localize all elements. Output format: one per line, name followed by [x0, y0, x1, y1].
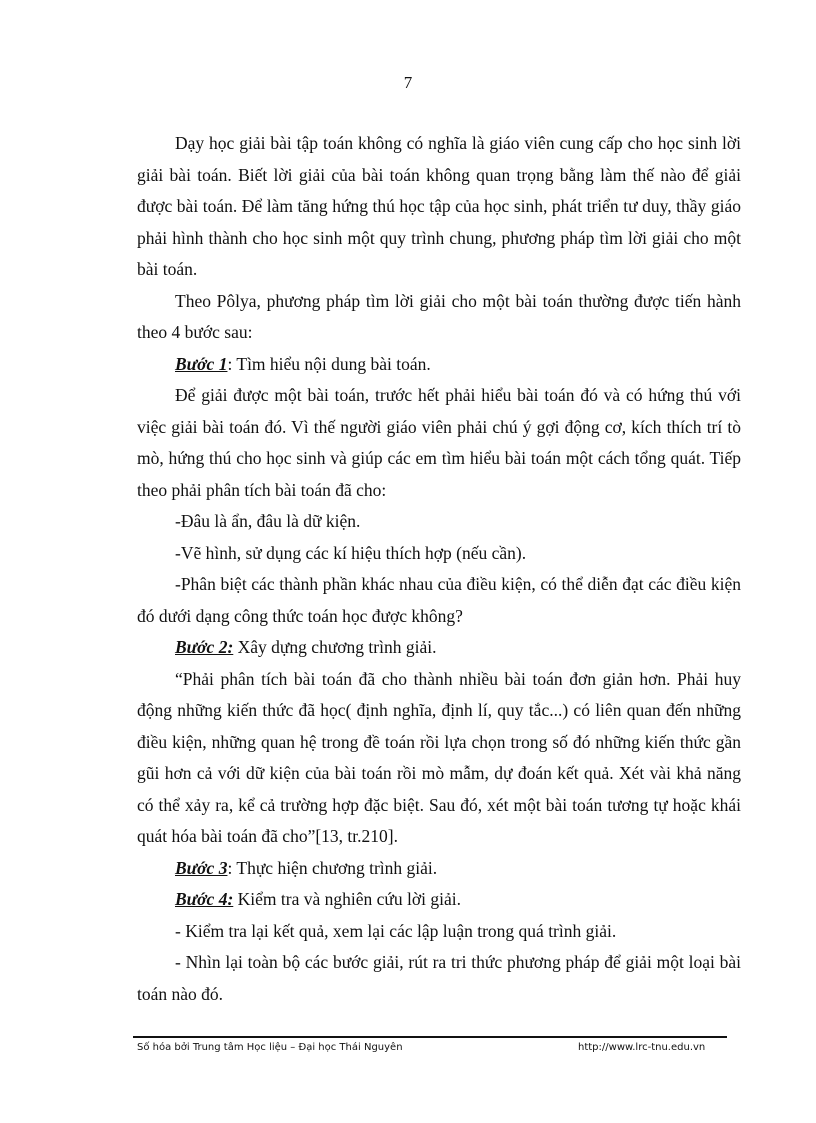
list-item: - Nhìn lại toàn bộ các bước giải, rút ra tri thức phương pháp để giải một loại bài toán nào đó. — [137, 952, 741, 1004]
step-1 — [137, 349, 741, 381]
step-4-label: Bước 4: — [175, 889, 234, 909]
step-4 — [137, 884, 741, 916]
list-item: - Kiểm tra lại kết quả, xem lại các lập luận trong quá trình giải. — [175, 920, 617, 941]
step-1-label: Bước 1 — [175, 353, 228, 374]
page-number: 7 — [403, 73, 413, 92]
footer-divider — [133, 1036, 727, 1038]
paragraph-intro: Dạy học giải bài tập toán không có nghĩa là giáo viên cung cấp cho học sinh lời giải bài toán. Biết lời giải của bài toán không quan trọng bằng làm thế nào để giải được bài toán. Để làm tăng hứng thú học tập của học sinh, phát triển tư duy, thầy giáo phải hình thành cho học sinh một quy trình chung, phương pháp tìm lời giải cho một bài toán. — [137, 133, 741, 279]
step-1-text: : Tìm hiểu nội dung bài toán. — [227, 353, 431, 374]
step-3-label: Bước 3 — [175, 857, 228, 878]
document-body — [137, 128, 741, 1010]
paragraph-step1-detail: Để giải được một bài toán, trước hết phải hiểu bài toán đó và có hứng thú với việc giải bài toán đó. Vì thế người giáo viên phải chú ý gợi động cơ, kích thích trí tò mò, hứng thú cho học sinh và giúp các em tìm hiểu bài toán một cách tổng quát. Tiếp theo phải phân tích bài toán đã cho: — [137, 385, 741, 500]
step-2 — [137, 632, 741, 664]
footer-source: Số hóa bởi Trung tâm Học liệu – Đại học Thái Nguyên — [137, 1042, 403, 1053]
step-4-text: Kiểm tra và nghiên cứu lời giải. — [233, 889, 461, 909]
paragraph-quote: “Phải phân tích bài toán đã cho thành nhiều bài toán đơn giản hơn. Phải huy động những kiến thức đã học( định nghĩa, định lí, quy tắc...) có liên quan đến những điều kiện, những quan hệ trong đề toán rồi lựa chọn trong số đó những kiến thức gần gũi hơn cả với dữ kiện của bài toán rồi mò mẫm, dự đoán kết quả. Xét vài khả năng có thể xảy ra, kể cả trường hợp đặc biệt. Sau đó, xét một bài toán tương tự hoặc khái quát hóa bài toán đã cho”[13, tr.210]. — [137, 668, 741, 846]
step-2-label: Bước 2: — [175, 637, 234, 657]
footer-url: http://www.lrc-tnu.edu.vn — [578, 1042, 706, 1053]
step-2-text: Xây dựng chương trình giải. — [233, 637, 437, 657]
step-3-text: : Thực hiện chương trình giải. — [227, 857, 438, 878]
list-item: -Vẽ hình, sử dụng các kí hiệu thích hợp (nếu cần). — [175, 542, 527, 563]
list-item: -Đâu là ẩn, đâu là dữ kiện. — [175, 511, 361, 531]
step-3 — [137, 853, 741, 885]
list-item: -Phân biệt các thành phần khác nhau của điều kiện, có thể diễn đạt các điều kiện đó dưới dạng công thức toán học được không? — [137, 574, 741, 626]
paragraph-polya: Theo Pôlya, phương pháp tìm lời giải cho một bài toán thường được tiến hành theo 4 bước sau: — [137, 290, 741, 342]
